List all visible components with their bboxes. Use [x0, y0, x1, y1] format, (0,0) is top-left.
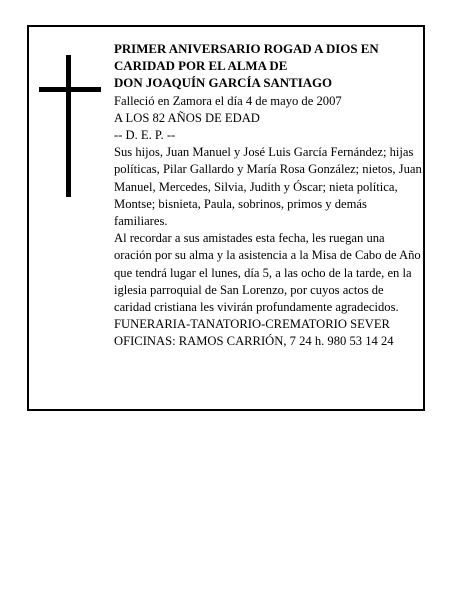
deceased-name: DON JOAQUÍN GARCÍA SANTIAGO: [114, 76, 333, 91]
cross-horizontal-bar: [39, 87, 101, 92]
rest-in-peace: -- D. E. P. --: [114, 128, 176, 143]
age-at-death: A LOS 82 AÑOS DE EDAD: [114, 110, 260, 125]
funeral-home: FUNERARIA-TANATORIO-CREMATORIO SEVER: [114, 317, 390, 332]
notice-heading-line-2: CARIDAD POR EL ALMA DE: [114, 59, 288, 74]
family-members: Sus hijos, Juan Manuel y José Luis García Fernández; hijas políticas, Pilar Gallardo y María Rosa González; nietos, Juan Manuel, Mercedes, Silvia, Judith y Óscar; nieta política, Montse; bisnieta, Paula, sobrinos, primos y demás familiares.: [114, 145, 422, 229]
obituary-notice: [27, 25, 425, 411]
death-info: Falleció en Zamora el día 4 de mayo de 2007: [114, 93, 342, 108]
funeral-home-offices: OFICINAS: RAMOS CARRIÓN, 7 24 h. 980 53 14 24: [114, 334, 394, 349]
mass-invitation: Al recordar a sus amistades esta fecha, les ruegan una oración por su alma y la asistencia a la Misa de Cabo de Año que tendrá lugar el lunes, día 5, a las ocho de la tarde, en la iglesia parroquial de San Lorenzo, por cuyos actos de caridad cristiana les vivirán profundamente agradecidos.: [114, 231, 421, 315]
notice-text: [114, 41, 422, 351]
cross-vertical-bar: [66, 55, 71, 197]
cross-icon: [39, 55, 101, 197]
notice-heading-line-1: PRIMER ANIVERSARIO ROGAD A DIOS EN: [114, 42, 379, 56]
